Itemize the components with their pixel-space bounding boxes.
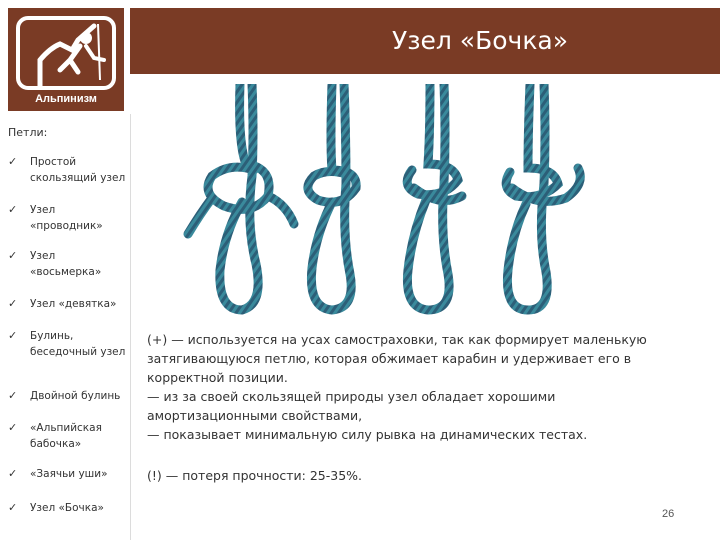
sidebar-item-label: Двойной булинь xyxy=(30,390,121,402)
sidebar-item-bowline[interactable] xyxy=(8,328,128,360)
sidebar-item-label: «Заячьи уши» xyxy=(30,468,108,480)
logo-frame xyxy=(16,16,116,90)
sidebar-item-figure-nine[interactable] xyxy=(8,296,128,312)
knot-steps-photo xyxy=(182,84,622,322)
header-bar xyxy=(130,8,720,74)
sidebar-item-double-bowline[interactable] xyxy=(8,388,128,404)
sidebar-item-label: «Альпийская бабочка» xyxy=(30,422,102,450)
description-line: — показывает минимальную силу рывка на динамических тестах. xyxy=(147,427,588,442)
description-line: (+) — используется на усах самостраховки, так как формирует маленькую xyxy=(147,332,647,347)
sidebar-item-label: Узел «проводник» xyxy=(30,204,103,232)
page-number: 26 xyxy=(662,508,675,520)
climber-icon xyxy=(20,20,112,86)
sidebar-item-figure-eight[interactable] xyxy=(8,248,128,280)
description-line: — из за своей скользящей природы узел обладает хорошими xyxy=(147,389,556,404)
checkmark-icon: ✓ xyxy=(8,421,18,434)
description-line: корректной позиции. xyxy=(147,370,288,385)
checkmark-icon: ✓ xyxy=(8,389,18,402)
strength-loss-note: (!) — потеря прочности: 25-35%. xyxy=(147,468,363,483)
sidebar xyxy=(0,114,130,540)
sidebar-divider xyxy=(130,114,131,540)
logo-caption: Альпинизм xyxy=(35,93,97,105)
description-line: затягивающуюся петлю, которая обжимает карабин и удерживает его в xyxy=(147,351,632,366)
sidebar-item-guide-knot[interactable] xyxy=(8,202,128,234)
sidebar-item-label: Узел «восьмерка» xyxy=(30,250,102,278)
sidebar-item-simple-slip-knot[interactable] xyxy=(8,154,128,186)
description-line: амортизационными свойствами, xyxy=(147,408,363,423)
checkmark-icon: ✓ xyxy=(8,297,18,310)
sidebar-item-alpine-butterfly[interactable] xyxy=(8,420,128,452)
sidebar-item-label: Узел «девятка» xyxy=(30,298,117,310)
sidebar-item-label: Простой скользящий узел xyxy=(30,156,126,184)
checkmark-icon: ✓ xyxy=(8,329,18,342)
checkmark-icon: ✓ xyxy=(8,203,18,216)
slide-title: Узел «Бочка» xyxy=(391,26,569,55)
sidebar-item-bunny-ears[interactable] xyxy=(8,466,128,482)
checkmark-icon: ✓ xyxy=(8,467,18,480)
sidebar-item-label: Узел «Бочка» xyxy=(30,502,104,514)
logo xyxy=(8,8,124,111)
checkmark-icon: ✓ xyxy=(8,501,18,514)
sidebar-item-barrel-knot[interactable] xyxy=(8,500,128,516)
sidebar-item-label: Булинь, беседочный узел xyxy=(30,330,126,358)
checkmark-icon: ✓ xyxy=(8,155,18,168)
description-text xyxy=(147,330,667,444)
sidebar-heading: Петли: xyxy=(8,126,48,139)
checkmark-icon: ✓ xyxy=(8,249,18,262)
